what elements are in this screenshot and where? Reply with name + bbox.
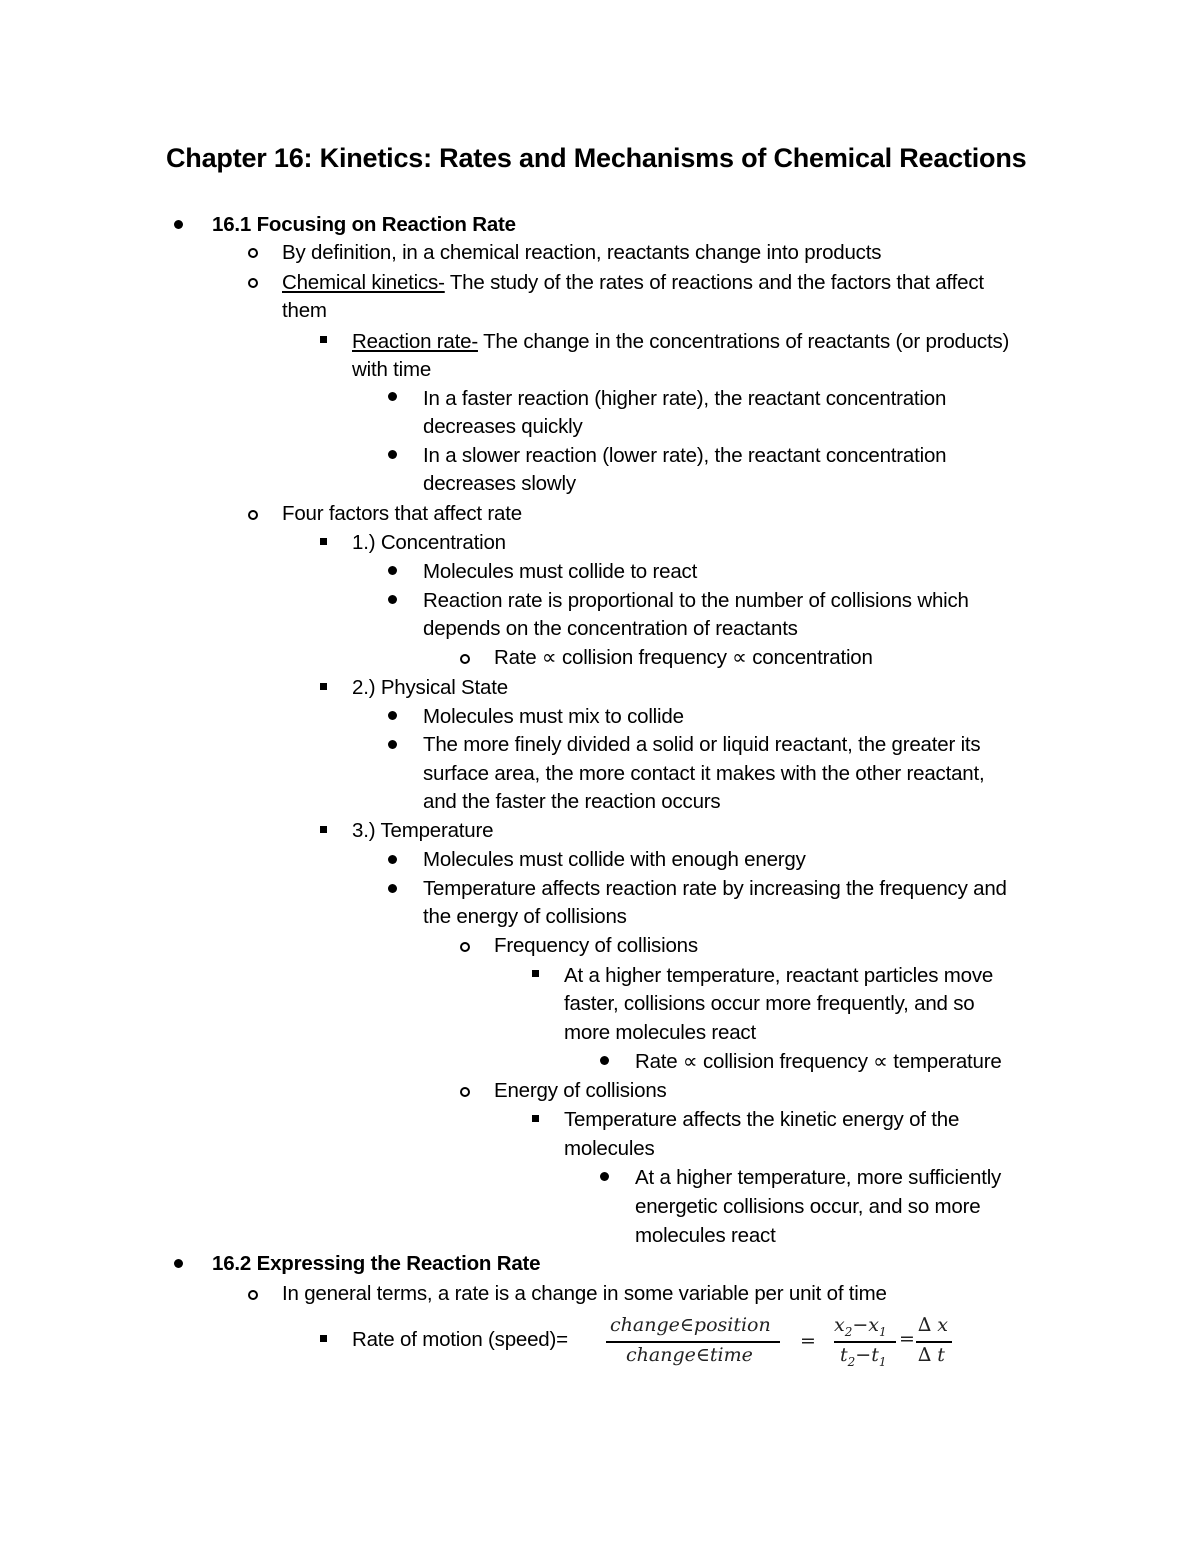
- bullet-dot-icon: [174, 220, 183, 229]
- list-item: At a higher temperature, reactant particles move: [564, 964, 994, 987]
- bullet-circle-icon: [248, 1290, 258, 1300]
- bullet-circle-icon: [248, 278, 258, 288]
- list-item: Molecules must collide with enough energy: [423, 848, 806, 871]
- list-item: Molecules must mix to collide: [423, 705, 684, 728]
- variable-x2: x: [834, 1314, 845, 1336]
- fraction-denominator: [840, 1344, 886, 1369]
- list-item-continued: decreases slowly: [423, 472, 576, 495]
- list-item-continued: molecules react: [635, 1224, 776, 1247]
- list-item: Rate of motion (speed)=: [352, 1328, 568, 1351]
- list-item: Four factors that affect rate: [282, 502, 522, 525]
- page-title: Chapter 16: Kinetics: Rates and Mechanisms of Chemical Reactions: [166, 143, 1027, 173]
- list-item: 2.) Physical State: [352, 676, 508, 699]
- list-item: Temperature affects reaction rate by increasing the frequency and: [423, 877, 1007, 900]
- subscript: 2: [844, 1324, 853, 1339]
- term-reaction-rate: Reaction rate-: [352, 330, 478, 353]
- list-item: 1.) Concentration: [352, 531, 506, 554]
- bullet-square-icon: [320, 826, 327, 833]
- bullet-square-icon: [532, 1115, 539, 1122]
- list-item: The more finely divided a solid or liquid reactant, the greater its: [423, 733, 981, 756]
- list-item: Rate ∝ collision frequency ∝ temperature: [635, 1050, 1002, 1073]
- fraction-numerator: [834, 1314, 887, 1339]
- list-item: Temperature affects the kinetic energy of the: [564, 1108, 960, 1131]
- list-item: In general terms, a rate is a change in some variable per unit of time: [282, 1282, 887, 1305]
- bullet-dot-icon: [388, 595, 397, 604]
- bullet-circle-icon: [460, 942, 470, 952]
- section-heading-16-1: 16.1 Focusing on Reaction Rate: [212, 213, 516, 236]
- list-item: In a faster reaction (higher rate), the reactant concentration: [423, 387, 947, 410]
- list-item-continued: more molecules react: [564, 1021, 756, 1044]
- equals-sign: =: [899, 1328, 915, 1350]
- list-item-continued: with time: [352, 358, 432, 381]
- list-item-continued: and the faster the reaction occurs: [423, 790, 721, 813]
- list-item: Frequency of collisions: [494, 934, 698, 957]
- variable-t2: t: [840, 1344, 848, 1366]
- fraction-denominator: ∆ t: [918, 1344, 945, 1366]
- bullet-square-icon: [320, 683, 327, 690]
- bullet-square-icon: [320, 1335, 327, 1342]
- fraction-bar: [834, 1341, 896, 1343]
- list-item: Molecules must collide to react: [423, 560, 698, 583]
- list-item-continued: surface area, the more contact it makes with the other reactant,: [423, 762, 985, 785]
- list-item-continued: decreases quickly: [423, 415, 583, 438]
- bullet-circle-icon: [460, 654, 470, 664]
- bullet-square-icon: [532, 970, 539, 977]
- list-item-continued: them: [282, 299, 327, 322]
- bullet-circle-icon: [460, 1087, 470, 1097]
- bullet-dot-icon: [388, 450, 397, 459]
- fraction-bar: [606, 1341, 780, 1343]
- equals-sign: =: [800, 1330, 816, 1352]
- list-item-continued: depends on the concentration of reactants: [423, 617, 798, 640]
- list-item-continued: energetic collisions occur, and so more: [635, 1195, 981, 1218]
- fraction-numerator: change∈position: [610, 1314, 771, 1336]
- bullet-dot-icon: [388, 566, 397, 575]
- fraction-denominator: change∈time: [626, 1344, 753, 1366]
- list-item: At a higher temperature, more sufficiently: [635, 1166, 1002, 1189]
- variable-t1: t: [871, 1344, 879, 1366]
- fraction-numerator: ∆ x: [918, 1314, 949, 1336]
- list-item: In a slower reaction (lower rate), the reactant concentration: [423, 444, 947, 467]
- minus-sign: −: [852, 1314, 869, 1336]
- bullet-dot-icon: [388, 855, 397, 864]
- bullet-dot-icon: [388, 392, 397, 401]
- bullet-dot-icon: [600, 1172, 609, 1181]
- subscript: 1: [879, 1324, 887, 1339]
- list-item: Reaction rate is proportional to the number of collisions which: [423, 589, 969, 612]
- bullet-dot-icon: [174, 1259, 183, 1268]
- list-item: By definition, in a chemical reaction, reactants change into products: [282, 241, 882, 264]
- definition-text: The change in the concentrations of reactants (or products): [477, 330, 1010, 353]
- bullet-square-icon: [320, 336, 327, 343]
- bullet-circle-icon: [248, 510, 258, 520]
- bullet-square-icon: [320, 538, 327, 545]
- definition-text: The study of the rates of reactions and the factors that affect: [444, 271, 984, 294]
- list-item: 3.) Temperature: [352, 819, 494, 842]
- list-item: Rate ∝ collision frequency ∝ concentration: [494, 646, 873, 669]
- minus-sign: −: [855, 1344, 872, 1366]
- section-heading-16-2: 16.2 Expressing the Reaction Rate: [212, 1252, 541, 1275]
- fraction-bar: [916, 1341, 952, 1343]
- list-item-continued: faster, collisions occur more frequently, and so: [564, 992, 975, 1015]
- list-item-continued: the energy of collisions: [423, 905, 627, 928]
- list-item: [282, 269, 984, 297]
- list-item: Energy of collisions: [494, 1079, 667, 1102]
- variable-x1: x: [868, 1314, 879, 1336]
- bullet-dot-icon: [388, 711, 397, 720]
- term-chemical-kinetics: Chemical kinetics-: [282, 271, 445, 294]
- bullet-dot-icon: [388, 884, 397, 893]
- subscript: 2: [847, 1354, 856, 1369]
- bullet-circle-icon: [248, 248, 258, 258]
- bullet-dot-icon: [388, 740, 397, 749]
- bullet-dot-icon: [600, 1056, 609, 1065]
- list-item: [352, 328, 1009, 356]
- list-item-continued: molecules: [564, 1137, 655, 1160]
- subscript: 1: [878, 1354, 887, 1369]
